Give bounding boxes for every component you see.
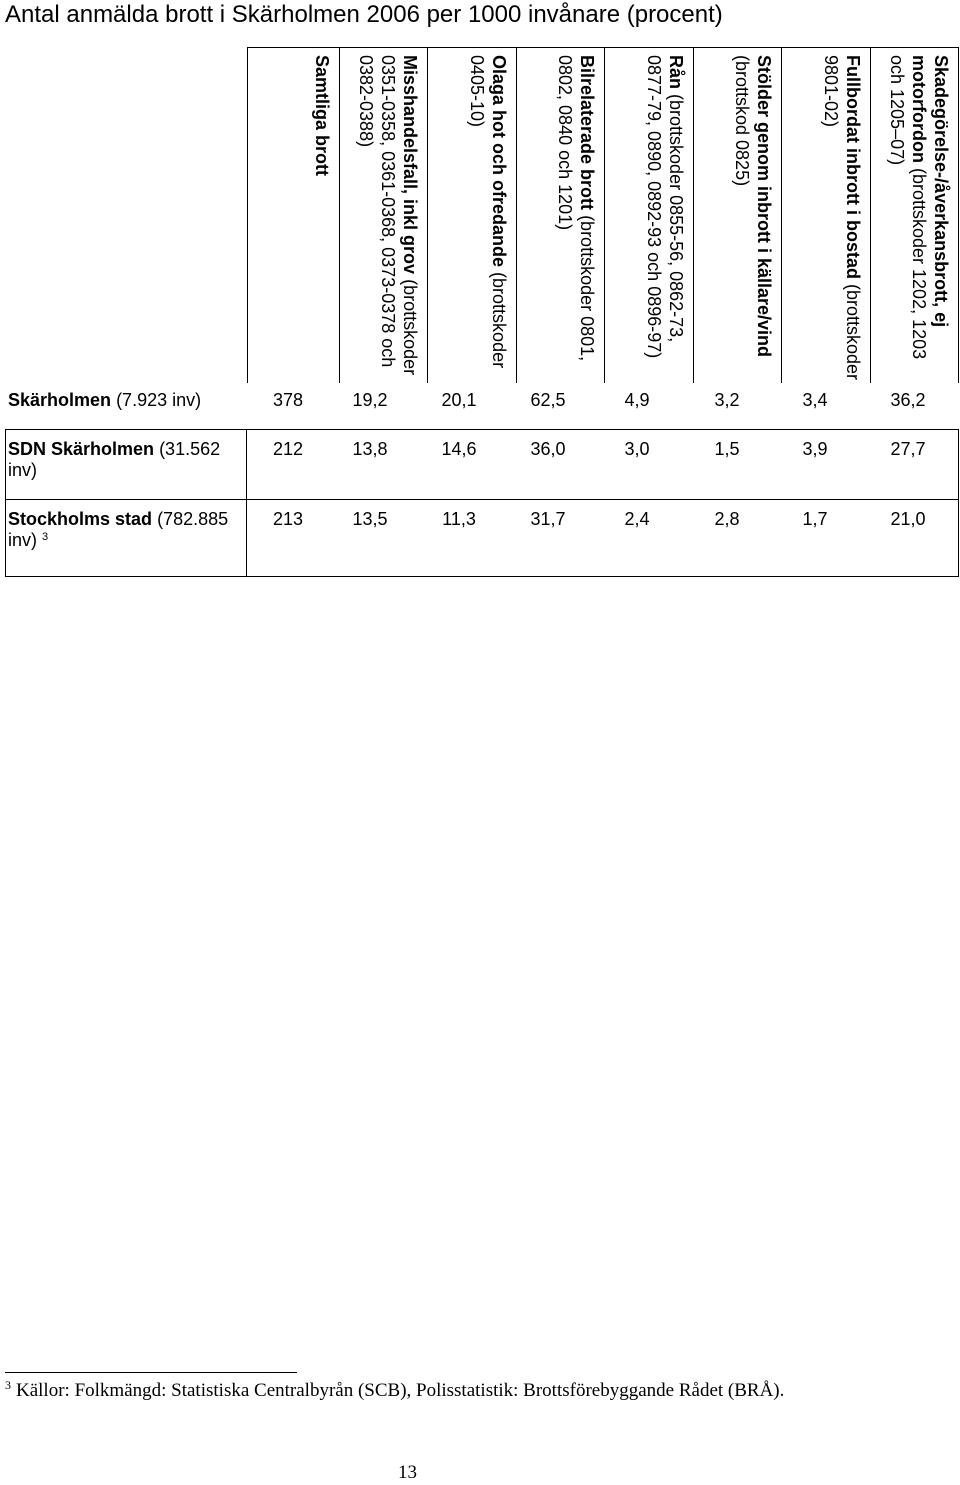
column-header-regular-text: (brottskoder 1202, 1203 <box>909 168 929 360</box>
table-cell-value: 20,1 <box>441 390 477 410</box>
column-header-line <box>466 55 488 383</box>
column-header-samtliga-brott <box>247 47 339 383</box>
row-label-name: SDN Skärholmen <box>8 439 155 459</box>
column-header-skadegorelse <box>870 47 959 383</box>
column-header-line <box>665 55 687 383</box>
row-label-population-cont: inv) <box>8 460 38 480</box>
row-label-line <box>8 439 220 460</box>
table-cell-value: 4,9 <box>624 390 650 410</box>
footnote-reference: 3 <box>42 531 49 543</box>
column-header-bold-text: Rån <box>666 55 686 90</box>
column-header-bold-text: Olaga hot och ofredande <box>489 55 509 268</box>
column-header-bold-text: motorfordon <box>909 55 929 163</box>
table-cell-value: 2,4 <box>624 509 650 529</box>
table-cell-value: 36,0 <box>530 439 566 459</box>
column-header-ran <box>604 47 693 383</box>
footnote <box>5 1380 784 1402</box>
column-header-bold-text: Misshandelsfall, inkl grov <box>400 55 420 275</box>
column-header-bold-text: Samtliga brott <box>312 55 332 177</box>
row-label <box>8 509 228 551</box>
column-header-inbrott-bostad <box>781 47 870 383</box>
table-cell-value: 378 <box>272 390 304 410</box>
table-cell-value: 3,9 <box>802 439 828 459</box>
table-cell-value: 11,3 <box>442 509 476 529</box>
column-header-line <box>554 55 576 383</box>
column-header-line <box>842 55 864 383</box>
row-label <box>8 439 220 481</box>
table-cell-value: 2,8 <box>714 509 740 529</box>
column-header-olaga-hot <box>427 47 516 383</box>
row-label <box>8 389 201 411</box>
table-cell-value: 14,6 <box>441 439 477 459</box>
footnote-text: Källor: Folkmängd: Statistiska Centralbyrån (SCB), Polisstatistik: Brottsförebyggande Rådet (BRÅ). <box>16 1380 785 1401</box>
column-header-line <box>355 55 377 383</box>
table-cell-value: 212 <box>272 439 304 459</box>
column-header-regular-text: (brottskoder <box>489 272 509 369</box>
column-header-stolder-kallare-vind <box>693 47 781 383</box>
row-label-population: (31.562 <box>159 439 221 459</box>
column-header-line <box>488 55 510 383</box>
row-label-line <box>8 509 228 530</box>
column-header-line <box>908 55 930 383</box>
table-cell-value: 1,5 <box>714 439 740 459</box>
page-number: 13 <box>398 1462 417 1483</box>
column-header-regular-text: (brottskoder 0855-56, 0862-73, <box>666 94 686 343</box>
table-cell-value: 36,2 <box>890 390 926 410</box>
table-cell-value: 13,5 <box>352 509 388 529</box>
column-header-bold-text: Fullbordat inbrott i bostad <box>843 55 863 279</box>
table-cell-value: 19,2 <box>352 390 388 410</box>
column-header-line <box>643 55 665 383</box>
column-header-bold-text: Skadegörelse-/åverkansbrott, ej <box>931 55 951 328</box>
footnote-marker: 3 <box>5 1378 11 1392</box>
row-label-line <box>8 530 228 551</box>
table-row-sdn-skarholmen <box>0 439 960 483</box>
column-header-line <box>399 55 421 383</box>
column-header-bilrelaterade-brott <box>516 47 604 383</box>
table-cell-value: 27,7 <box>890 439 926 459</box>
table-cell-value: 31,7 <box>530 509 566 529</box>
column-header-regular-text: (brottskoder <box>400 279 420 376</box>
column-header-line <box>576 55 598 383</box>
column-header-line <box>886 55 908 383</box>
column-header-bold-text: Bilrelaterade brott <box>577 55 597 211</box>
column-header-regular-text: (brottskod 0825) <box>732 55 752 187</box>
column-header-regular-text: 9801-02) <box>821 55 841 128</box>
footnote-separator <box>5 1372 297 1373</box>
column-header-regular-text: och 1205–07) <box>887 55 907 166</box>
table-cell-value: 3,4 <box>802 390 828 410</box>
row-label-population: (7.923 inv) <box>116 390 202 410</box>
table-cell-value: 21,0 <box>890 509 926 529</box>
table-cell-value: 213 <box>272 509 304 529</box>
column-header-regular-text: (brottskoder 0801, <box>577 215 597 362</box>
column-header-regular-text: 0802, 0840 och 1201) <box>555 55 575 231</box>
row-label-population: (782.885 <box>157 509 229 529</box>
table-cell-value: 3,2 <box>714 390 740 410</box>
column-header-line <box>377 55 399 383</box>
column-header-misshandelsfall <box>339 47 427 383</box>
column-header-line <box>753 55 775 383</box>
table-cell-value: 3,0 <box>624 439 650 459</box>
column-header-line <box>820 55 842 383</box>
row-label-population-cont: inv) <box>8 530 38 550</box>
page-title: Antal anmälda brott i Skärholmen 2006 per 1000 invånare (procent) <box>5 1 723 28</box>
column-header-line <box>731 55 753 383</box>
table-cell-value: 62,5 <box>530 390 566 410</box>
column-header-bold-text: Stölder genom inbrott i källare/vind <box>754 55 774 358</box>
table-cell-value: 1,7 <box>802 509 828 529</box>
column-header-line <box>311 55 333 383</box>
table-cell-value: 13,8 <box>352 439 388 459</box>
table-row-stockholms-stad <box>0 509 960 553</box>
table-row-skarholmen <box>0 389 960 433</box>
column-header-regular-text: 0351-0358, 0361-0368, 0373-0378 och <box>378 55 398 368</box>
column-header-line <box>930 55 952 383</box>
column-header-regular-text: 0405-10) <box>467 55 487 128</box>
column-header-regular-text: 0382-0388) <box>356 55 376 148</box>
column-header-regular-text: (brottskoder <box>843 284 863 381</box>
row-label-name: Skärholmen <box>8 390 112 410</box>
row-label-name: Stockholms stad <box>8 509 153 529</box>
column-header-regular-text: 0877-79, 0890, 0892-93 och 0896-97) <box>644 55 664 359</box>
